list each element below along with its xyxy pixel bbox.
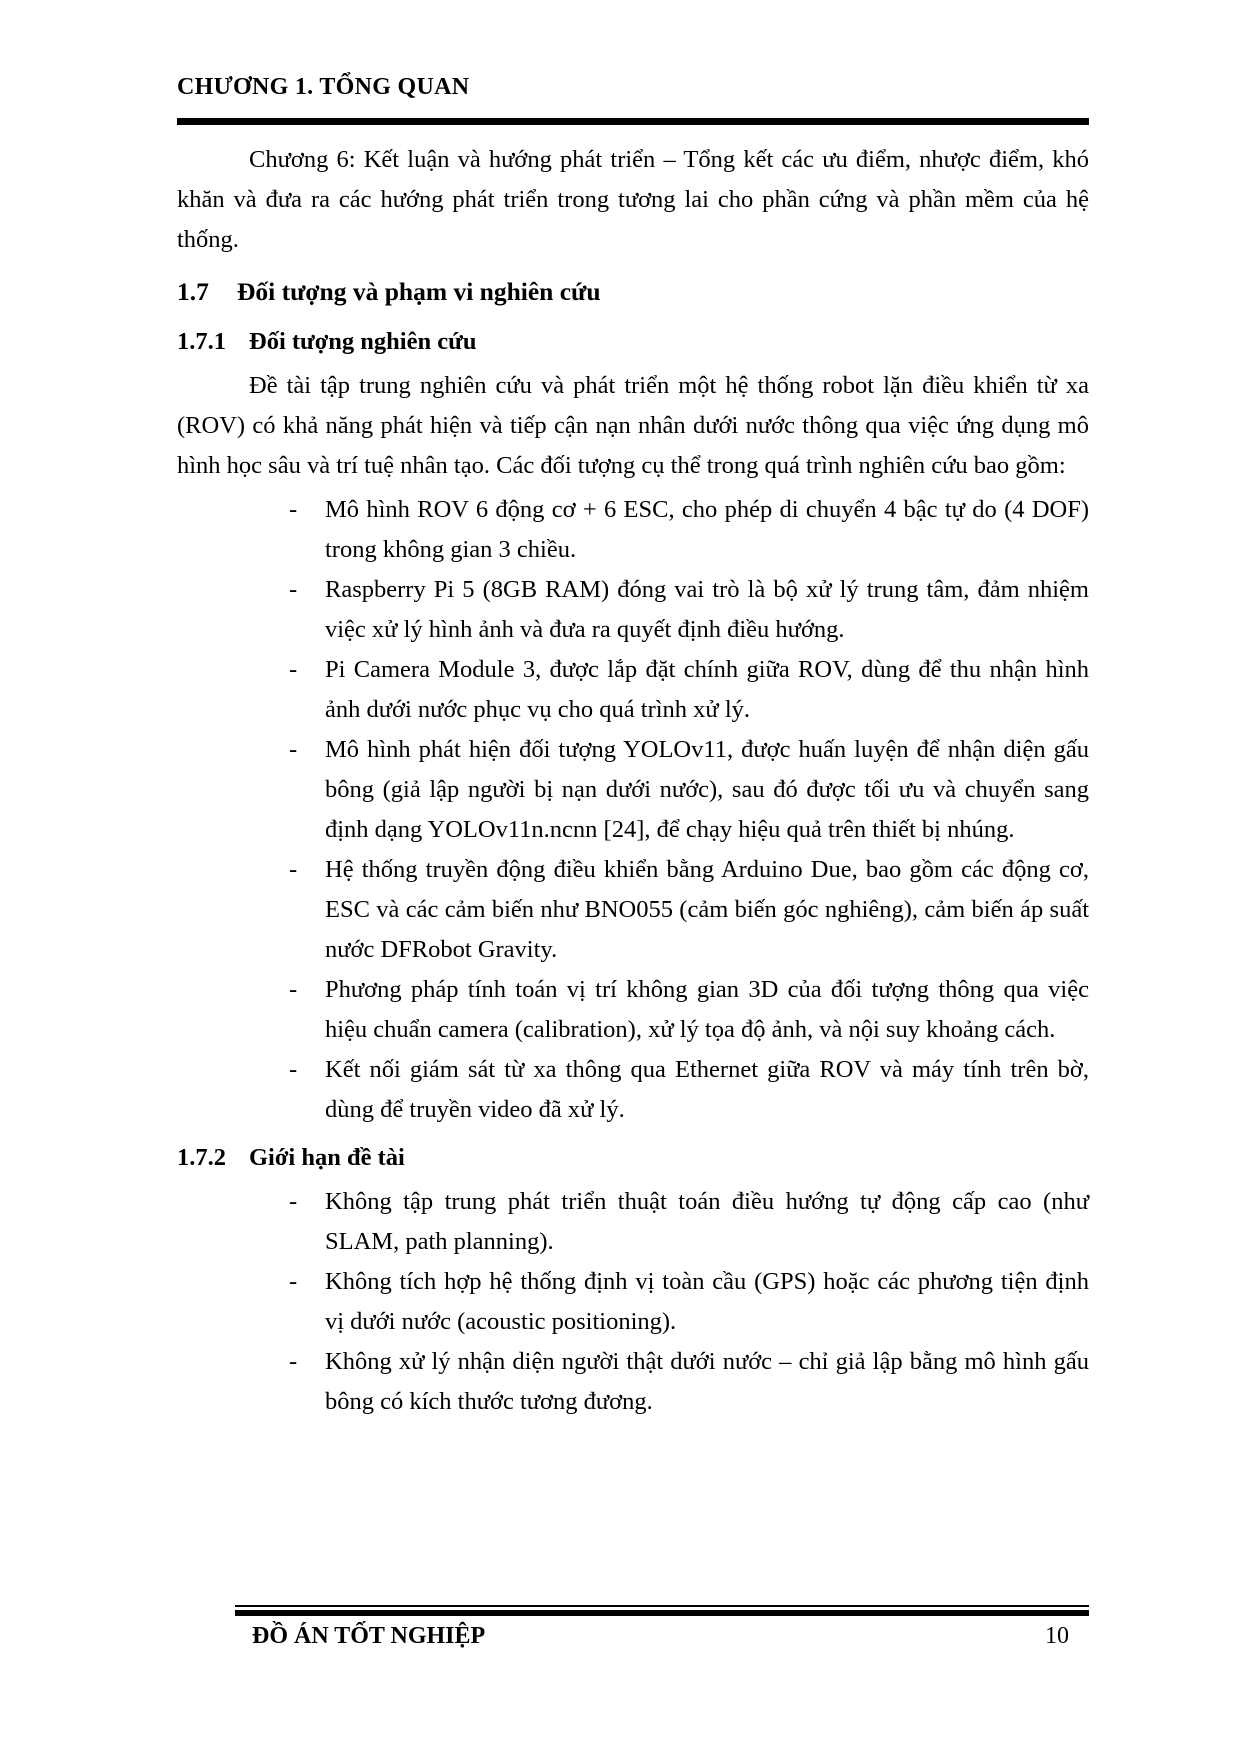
list-item bbox=[289, 1050, 1089, 1130]
research-object-list bbox=[177, 490, 1089, 1130]
dash-bullet: - bbox=[289, 976, 298, 1003]
dash-bullet: - bbox=[289, 1056, 298, 1083]
list-item-text: Không tập trung phát triển thuật toán điều hướng tự động cấp cao (như SLAM, path planning). bbox=[325, 1188, 1089, 1255]
footer-title: ĐỒ ÁN TỐT NGHIỆP bbox=[252, 1623, 486, 1649]
list-item bbox=[289, 650, 1089, 730]
section-heading-1-7-2 bbox=[177, 1138, 1089, 1178]
dash-bullet: - bbox=[289, 656, 298, 683]
page-body bbox=[177, 140, 1089, 1422]
list-item-text: Raspberry Pi 5 (8GB RAM) đóng vai trò là bộ xử lý trung tâm, đảm nhiệm việc xử lý hình ảnh và đưa ra quyết định điều hướng. bbox=[325, 576, 1089, 643]
section-number: 1.7.2 bbox=[177, 1144, 226, 1171]
section-title: Đối tượng và phạm vi nghiên cứu bbox=[237, 277, 601, 306]
dash-bullet: - bbox=[289, 1268, 298, 1295]
footer-rule-thick bbox=[235, 1610, 1089, 1616]
list-item-text: Không xử lý nhận diện người thật dưới nước – chỉ giả lập bằng mô hình gấu bông có kích thước tương đương. bbox=[325, 1348, 1089, 1415]
chapter-header: CHƯƠNG 1. TỔNG QUAN bbox=[177, 74, 470, 100]
section-heading-1-7 bbox=[177, 272, 1089, 312]
section-number: 1.7 bbox=[177, 277, 209, 306]
intro-paragraph: Chương 6: Kết luận và hướng phát triển – Tổng kết các ưu điểm, nhược điểm, khó khăn và đưa ra các hướng phát triển trong tương lai cho phần cứng và phần mềm của hệ thống. bbox=[177, 146, 1089, 253]
list-item-text: Phương pháp tính toán vị trí không gian 3D của đối tượng thông qua việc hiệu chuẩn camera (calibration), xử lý tọa độ ảnh, và nội suy khoảng cách. bbox=[325, 976, 1089, 1043]
limitation-list bbox=[177, 1182, 1089, 1422]
section-title: Đối tượng nghiên cứu bbox=[249, 328, 477, 355]
page-number: 10 bbox=[1045, 1623, 1069, 1649]
dash-bullet: - bbox=[289, 576, 298, 603]
list-item-text: Mô hình ROV 6 động cơ + 6 ESC, cho phép di chuyển 4 bậc tự do (4 DOF) trong không gian 3 chiều. bbox=[325, 496, 1089, 563]
list-item bbox=[289, 1262, 1089, 1342]
dash-bullet: - bbox=[289, 496, 298, 523]
list-item bbox=[289, 490, 1089, 570]
list-item bbox=[289, 1342, 1089, 1422]
list-item bbox=[289, 1182, 1089, 1262]
section-heading-1-7-1 bbox=[177, 322, 1089, 362]
header-rule bbox=[177, 118, 1089, 125]
dash-bullet: - bbox=[289, 1188, 298, 1215]
list-item-text: Kết nối giám sát từ xa thông qua Ethernet giữa ROV và máy tính trên bờ, dùng để truyền video đã xử lý. bbox=[325, 1056, 1089, 1123]
research-object-paragraph: Đề tài tập trung nghiên cứu và phát triển một hệ thống robot lặn điều khiển từ xa (ROV) có khả năng phát hiện và tiếp cận nạn nhân dưới nước thông qua việc ứng dụng mô hình học sâu và trí tuệ nhân tạo. Các đối tượng cụ thể trong quá trình nghiên cứu bao gồm: bbox=[177, 372, 1089, 479]
dash-bullet: - bbox=[289, 1348, 298, 1375]
section-title: Giới hạn đề tài bbox=[249, 1144, 405, 1171]
dash-bullet: - bbox=[289, 736, 298, 763]
list-item bbox=[289, 850, 1089, 970]
list-item-text: Không tích hợp hệ thống định vị toàn cầu (GPS) hoặc các phương tiện định vị dưới nước (acoustic positioning). bbox=[325, 1268, 1089, 1335]
list-item-text: Pi Camera Module 3, được lắp đặt chính giữa ROV, dùng để thu nhận hình ảnh dưới nước phục vụ cho quá trình xử lý. bbox=[325, 656, 1089, 723]
list-item bbox=[289, 970, 1089, 1050]
section-number: 1.7.1 bbox=[177, 328, 226, 355]
footer-rule-thin bbox=[235, 1605, 1089, 1607]
list-item-text: Mô hình phát hiện đối tượng YOLOv11, được huấn luyện để nhận diện gấu bông (giả lập người bị nạn dưới nước), sau đó được tối ưu và chuyển sang định dạng YOLOv11n.ncnn [24], để chạy hiệu quả trên thiết bị nhúng. bbox=[325, 736, 1089, 843]
list-item bbox=[289, 730, 1089, 850]
dash-bullet: - bbox=[289, 856, 298, 883]
list-item bbox=[289, 570, 1089, 650]
list-item-text: Hệ thống truyền động điều khiển bằng Arduino Due, bao gồm các động cơ, ESC và các cảm biến như BNO055 (cảm biến góc nghiêng), cảm biến áp suất nước DFRobot Gravity. bbox=[325, 856, 1089, 963]
